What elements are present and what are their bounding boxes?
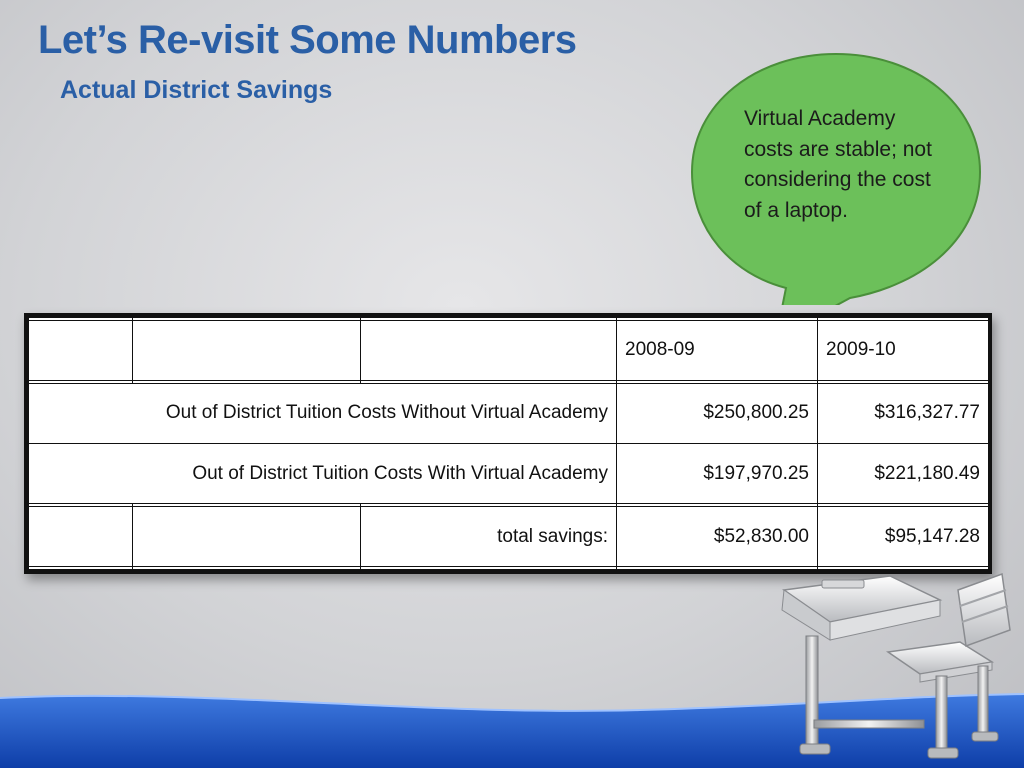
table-cell	[133, 320, 361, 380]
value-with-va-2008: $197,970.25	[617, 444, 818, 504]
value-without-va-2009: $316,327.77	[818, 383, 989, 443]
total-savings-label: total savings:	[361, 507, 617, 567]
savings-table	[24, 313, 992, 574]
callout-text: Virtual Academy costs are stable; not considering the cost of a laptop.	[744, 107, 932, 222]
table-row	[29, 383, 989, 443]
year-2009-10-header: 2009-10	[818, 320, 989, 380]
table-row	[29, 444, 989, 504]
table-cell	[29, 320, 133, 380]
table-total-row	[29, 507, 989, 567]
slide-title: Let’s Re-visit Some Numbers	[38, 18, 577, 62]
table-header-row	[29, 320, 989, 380]
year-2008-09-header: 2008-09	[617, 320, 818, 380]
table-cell	[361, 320, 617, 380]
table-cell	[133, 567, 361, 570]
table-cell	[29, 507, 133, 567]
table-cell	[133, 507, 361, 567]
row-label-with-va: Out of District Tuition Costs With Virtual Academy	[29, 444, 617, 504]
table-cell	[361, 567, 617, 570]
total-savings-2009: $95,147.28	[818, 507, 989, 567]
table-cell	[29, 567, 133, 570]
school-desk-illustration	[770, 570, 1020, 768]
value-with-va-2009: $221,180.49	[818, 444, 989, 504]
total-savings-2008: $52,830.00	[617, 507, 818, 567]
row-label-without-va: Out of District Tuition Costs Without Virtual Academy	[29, 383, 617, 443]
value-without-va-2008: $250,800.25	[617, 383, 818, 443]
slide-subtitle: Actual District Savings	[60, 76, 333, 104]
